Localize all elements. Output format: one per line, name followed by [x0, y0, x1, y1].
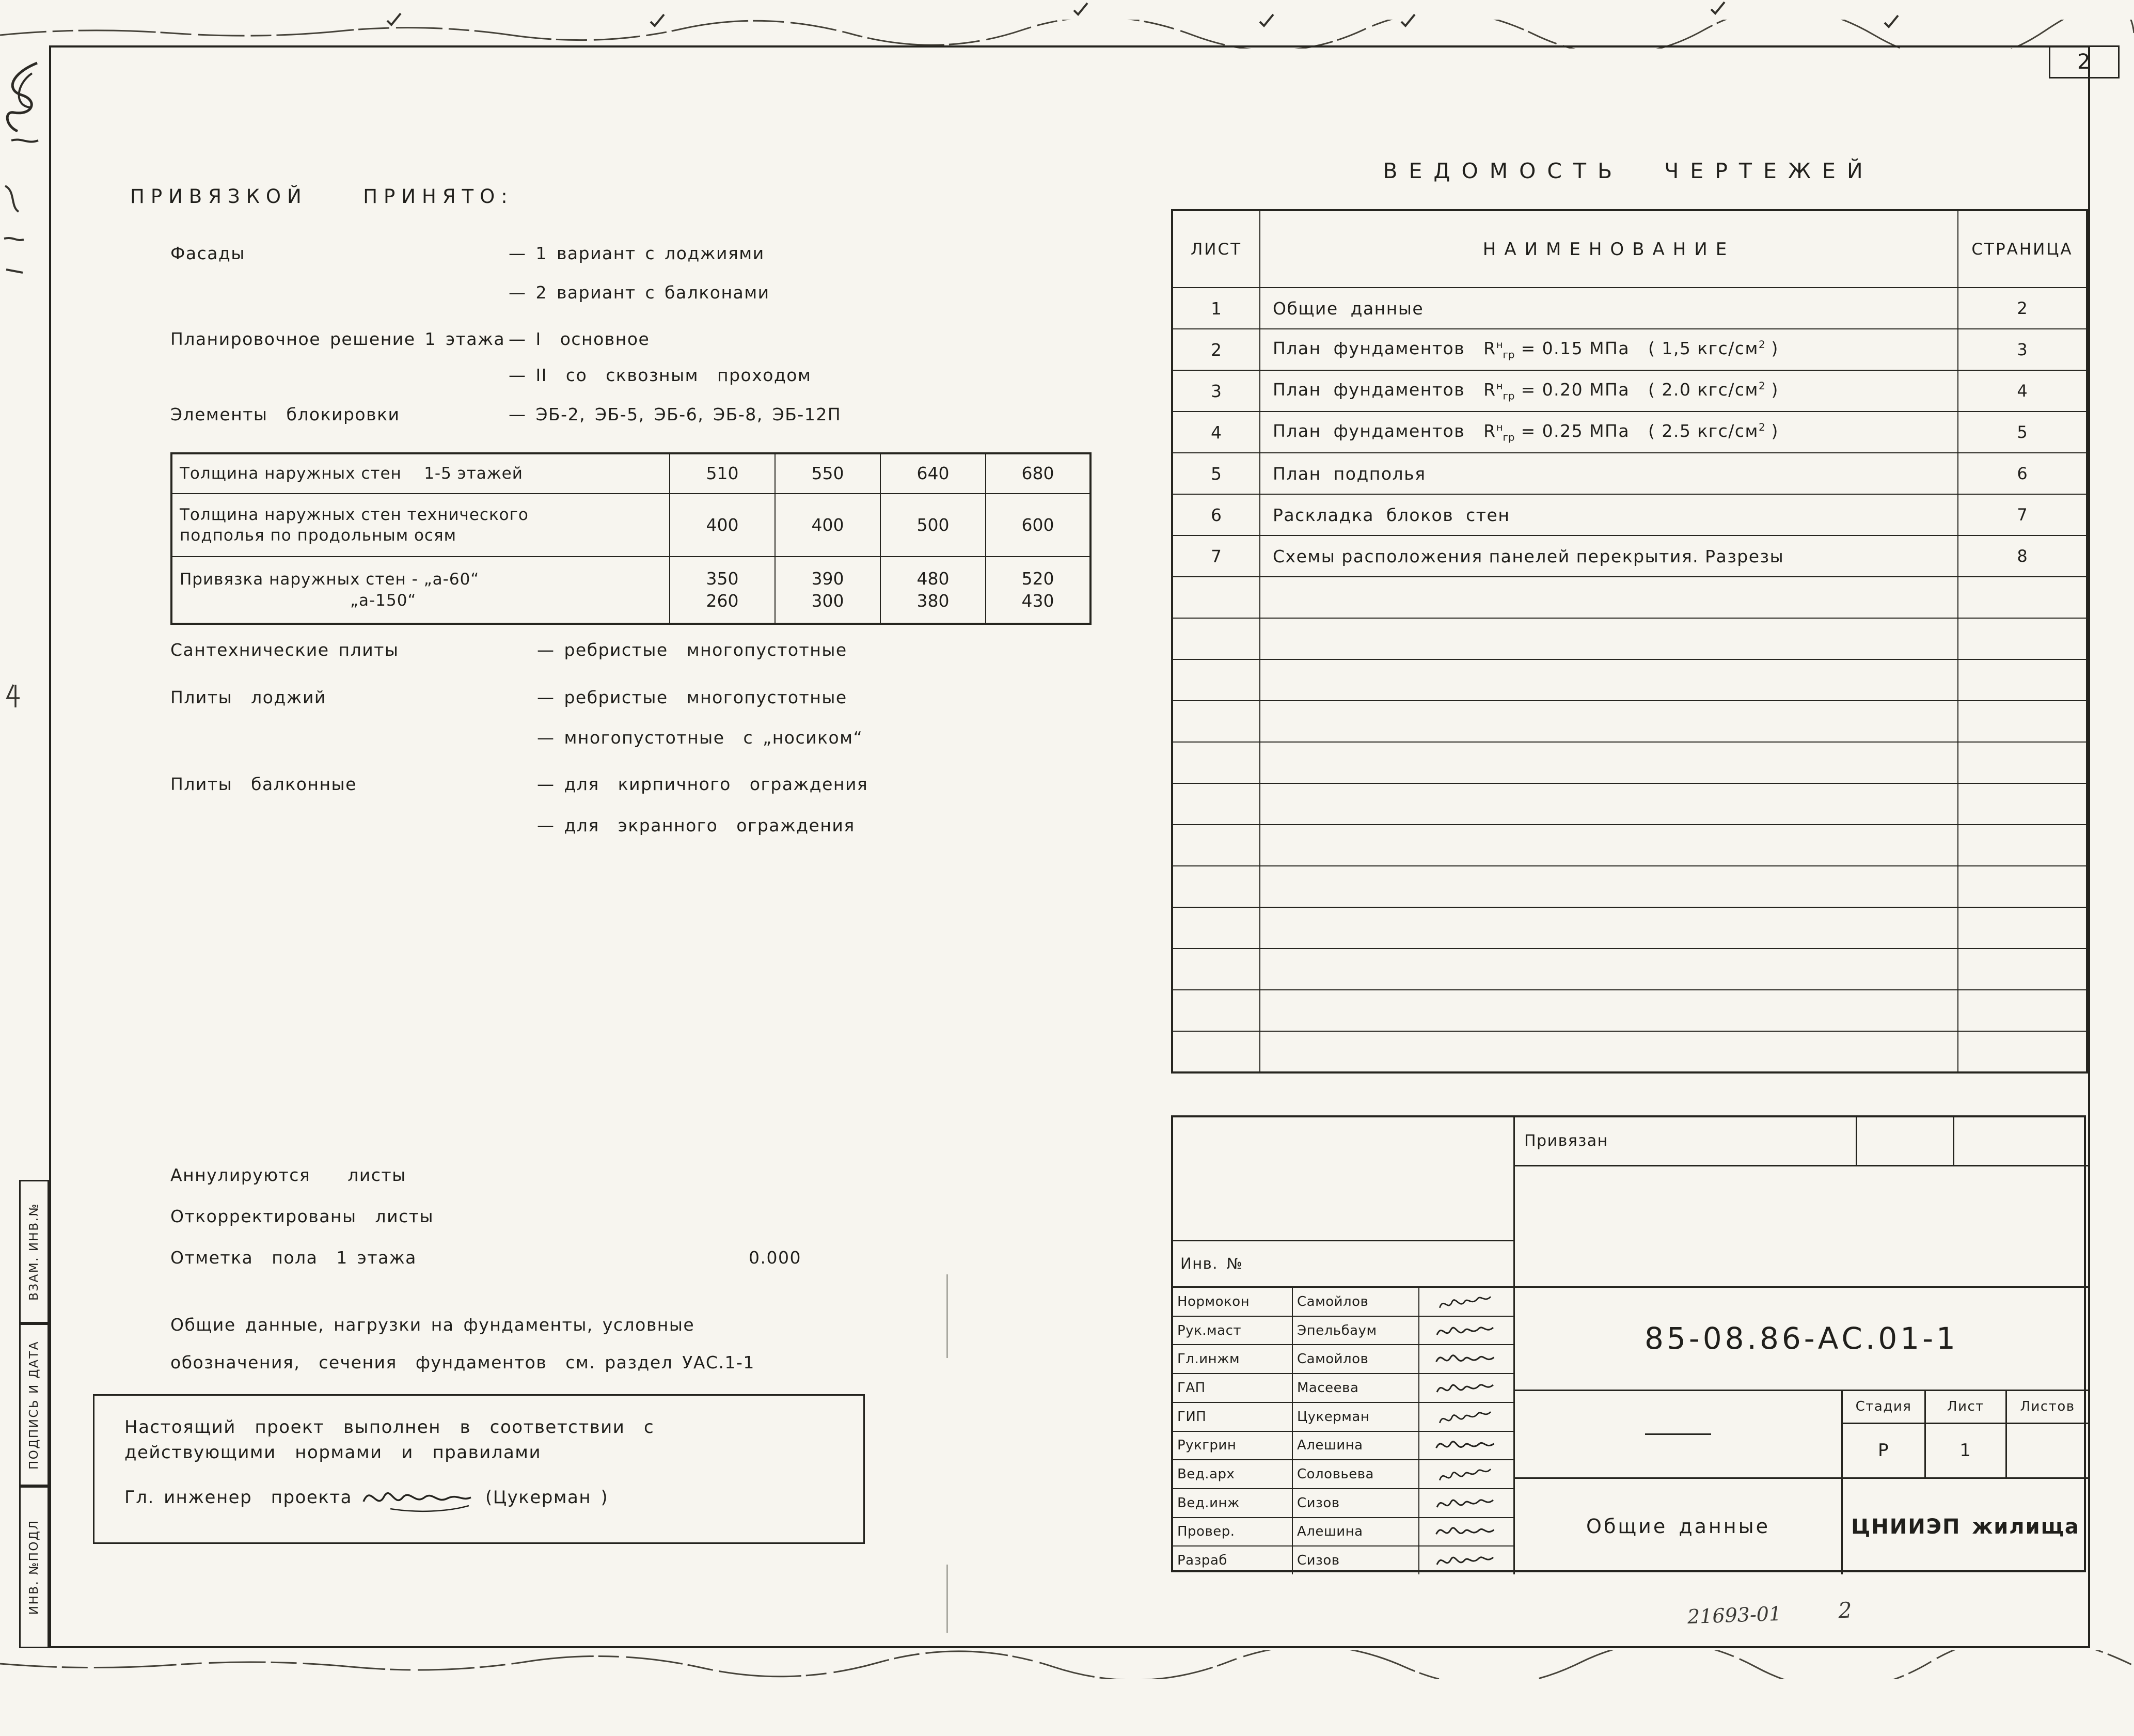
personnel-signature [1419, 1317, 1511, 1345]
drawing-row [1172, 370, 2087, 412]
drawing-row [1172, 494, 2087, 535]
drawing-sheet-number: 1 [1172, 288, 1260, 329]
drawing-name: План подполья [1260, 453, 1958, 494]
personnel-row [1173, 1460, 1513, 1489]
scan-artifact [0, 176, 27, 291]
drawing-sheet-number: 7 [1172, 535, 1260, 577]
personnel-role: ГАП [1173, 1374, 1293, 1402]
cell-value: 680 [986, 453, 1090, 494]
drawings-table [1171, 209, 2088, 1074]
drawing-row [1172, 453, 2087, 494]
personnel-signature [1419, 1489, 1511, 1517]
personnel-signature [1419, 1345, 1511, 1373]
plate-item-label: Сантехнические плиты [170, 640, 399, 660]
check-mark [1884, 13, 1901, 30]
personnel-signature [1419, 1432, 1511, 1460]
check-mark [386, 11, 404, 28]
personnel-role: Нормокон [1173, 1288, 1293, 1316]
personnel-row [1173, 1374, 1513, 1403]
cell-value: 400 [670, 494, 775, 557]
cell-value: 640 [880, 453, 986, 494]
personnel-name: Соловьева [1293, 1460, 1419, 1488]
drawing-sheet-number: 3 [1172, 370, 1260, 412]
empty-row [1172, 990, 2087, 1031]
chief-engineer-name: (Цукерман ) [485, 1487, 609, 1508]
floor-mark-label: Отметка пола 1 этажа [170, 1248, 417, 1268]
personnel-name: Самойлов [1293, 1345, 1419, 1373]
personnel-name: Эпельбаум [1293, 1317, 1419, 1345]
column-header-sheet: ЛИСТ [1172, 210, 1260, 288]
personnel-signature [1419, 1403, 1511, 1431]
dash-mark [1645, 1433, 1711, 1435]
personnel-table [1173, 1288, 1515, 1574]
column-header-name: НАИМЕНОВАНИЕ [1260, 210, 1958, 288]
personnel-role: Рукгрин [1173, 1432, 1293, 1460]
compliance-note-box [93, 1394, 865, 1544]
drawing-name: План фундаментов $R^н_{гр} = 0.25$ МПа ( 2.5 кгс/$см^2$ ) [1260, 412, 1958, 453]
empty-row [1172, 618, 2087, 659]
stage-value: Р [1877, 1440, 1889, 1461]
plate-item-line: — для кирпичного ограждения [537, 774, 868, 794]
drawing-name: Схемы расположения панелей перекрытия. Разрезы [1260, 535, 1958, 577]
binding-item-line: — 2 вариант с балконами [509, 282, 770, 303]
stamp-label: ИНВ. №ПОДЛ [27, 1519, 41, 1615]
personnel-row [1173, 1288, 1513, 1317]
personnel-role: Гл.инжм [1173, 1345, 1293, 1373]
drawing-sheet-number: 4 [1172, 412, 1260, 453]
handwritten-document-code: 21693-01 [1687, 1602, 1782, 1629]
personnel-name: Самойлов [1293, 1288, 1419, 1316]
personnel-name: Сизов [1293, 1546, 1419, 1574]
check-mark [1710, 0, 1728, 17]
drawing-page: 2 [1958, 288, 2087, 329]
personnel-row [1173, 1317, 1513, 1346]
cell-value: 480 380 [880, 557, 986, 624]
binding-item-label: Фасады [170, 243, 245, 263]
drawing-page: 6 [1958, 453, 2087, 494]
plate-item-line: — ребристые многопустотные [537, 687, 847, 707]
stamp-cell-vzam-inv [19, 1180, 49, 1323]
scan-artifact [3, 681, 25, 713]
table-row [171, 494, 1090, 557]
chief-engineer-signature [359, 1481, 478, 1514]
check-mark [1073, 1, 1090, 18]
personnel-role: Рук.маст [1173, 1317, 1293, 1345]
torn-edge-bottom [0, 1650, 2134, 1679]
revision-cell [1515, 1391, 1843, 1479]
drawing-name: План фундаментов $R^н_{гр} = 0.15$ МПа ( 1,5 кгс/$см^2$ ) [1260, 329, 1958, 370]
drawing-page: 4 [1958, 370, 2087, 412]
personnel-signature [1419, 1518, 1511, 1546]
cell-value: 500 [880, 494, 986, 557]
drawing-page: 3 [1958, 329, 2087, 370]
drawing-page: 8 [1958, 535, 2087, 577]
drawings-register-title: ВЕДОМОСТЬ ЧЕРТЕЖЕЙ [1383, 159, 1874, 183]
plate-item-label: Плиты лоджий [170, 687, 326, 707]
stamp-cell-podpis-data [19, 1323, 49, 1486]
stage-header: Стадия [1855, 1399, 1912, 1415]
sheets-header: Листов [2020, 1399, 2075, 1415]
drawing-sheet-number: 2 [1172, 329, 1260, 370]
table-row [171, 453, 1090, 494]
drawing-row [1172, 288, 2087, 329]
drawing-page: 5 [1958, 412, 2087, 453]
torn-edge-top [0, 20, 2134, 49]
plate-item-line: — многопустотные с „носиком“ [537, 728, 863, 748]
empty-row [1172, 907, 2087, 949]
drawing-row [1172, 535, 2087, 577]
personnel-row [1173, 1345, 1513, 1374]
drawing-sheet-number: 5 [1172, 453, 1260, 494]
check-mark [1400, 12, 1418, 29]
empty-row [1172, 742, 2087, 783]
empty-row [1172, 577, 2087, 618]
table-header-row [1172, 210, 2087, 288]
personnel-signature [1419, 1374, 1511, 1402]
personnel-name: Масеева [1293, 1374, 1419, 1402]
stamp-label: ВЗАМ. ИНВ.№ [27, 1203, 41, 1301]
personnel-name: Алешина [1293, 1518, 1419, 1546]
cell-value: 350 260 [670, 557, 775, 624]
personnel-row [1173, 1546, 1513, 1574]
reference-line: Общие данные, нагрузки на фундаменты, условные [170, 1315, 695, 1335]
floor-mark-value: 0.000 [749, 1248, 801, 1268]
status-line: Аннулируются листы [170, 1165, 406, 1185]
column-header-page: СТРАНИЦА [1958, 210, 2087, 288]
drawing-row [1172, 412, 2087, 453]
binding-item-label: Планировочное решение 1 этажа [170, 329, 505, 349]
personnel-role: Провер. [1173, 1518, 1293, 1546]
plate-item-line: — для экранного ограждения [537, 815, 855, 835]
cell-value: 390 300 [775, 557, 880, 624]
wall-parameters-table [170, 452, 1092, 625]
binding-item-line: — I основное [509, 329, 650, 349]
table-row [171, 557, 1090, 624]
empty-row [1172, 866, 2087, 907]
note-line: Настоящий проект выполнен в соответствии с [124, 1417, 655, 1438]
note-line: действующими нормами и правилами [124, 1442, 542, 1463]
binding-item-line: — 1 вариант с лоджиями [509, 243, 765, 263]
personnel-row [1173, 1432, 1513, 1461]
personnel-role: Разраб [1173, 1546, 1293, 1574]
linked-status-label: Привязан [1524, 1132, 1608, 1150]
title-block [1171, 1115, 2086, 1572]
title-block-empty-cell [1173, 1117, 1515, 1241]
personnel-signature [1419, 1288, 1511, 1316]
personnel-role: Вед.инж [1173, 1489, 1293, 1517]
binding-item-label: Элементы блокировки [170, 404, 400, 424]
personnel-signature [1419, 1460, 1511, 1488]
personnel-name: Цукерман [1293, 1403, 1419, 1431]
personnel-row [1173, 1403, 1513, 1432]
drawing-row [1172, 329, 2087, 370]
organization-name: ЦНИИЭП жилища [1851, 1514, 2080, 1539]
document-title: Общие данные [1586, 1514, 1770, 1538]
sheet-header: Лист [1947, 1399, 1984, 1415]
title-block-empty-cell [1953, 1117, 2088, 1166]
personnel-name: Алешина [1293, 1432, 1419, 1460]
document-number: 85-08.86-АС.01-1 [1645, 1321, 1958, 1356]
personnel-name: Сизов [1293, 1489, 1419, 1517]
personnel-row [1173, 1518, 1513, 1547]
corner-scribble [1, 58, 49, 156]
left-heading: ПРИВЯЗКОЙ ПРИНЯТО: [130, 185, 514, 208]
cell-value: 520 430 [986, 557, 1090, 624]
stamp-label: ПОДПИСЬ И ДАТА [27, 1340, 41, 1470]
personnel-role: Вед.арх [1173, 1460, 1293, 1488]
page-number-box [2049, 45, 2120, 78]
binding-item-line: — ЭБ-2, ЭБ-5, ЭБ-6, ЭБ-8, ЭБ-12П [509, 404, 842, 424]
check-mark [1259, 12, 1276, 29]
empty-row [1172, 949, 2087, 990]
empty-row [1172, 783, 2087, 825]
drawing-name: План фундаментов $R^н_{гр} = 0.20$ МПа ( 2.0 кгс/$см^2$ ) [1260, 370, 1958, 412]
cell-value: 510 [670, 453, 775, 494]
cell-value: 400 [775, 494, 880, 557]
row-label: Толщина наружных стен технического подполья по продольным осям [171, 494, 670, 557]
handwritten-page-number: 2 [1837, 1597, 1853, 1623]
drawing-page: 7 [1958, 494, 2087, 535]
cell-value: 600 [986, 494, 1090, 557]
title-block-empty-cell [1515, 1166, 2088, 1288]
binding-item-line: — II со сквозным проходом [509, 365, 812, 385]
personnel-row [1173, 1489, 1513, 1518]
plate-item-label: Плиты балконные [170, 774, 357, 794]
empty-row [1172, 701, 2087, 742]
personnel-signature [1419, 1546, 1511, 1574]
plate-item-line: — ребристые многопустотные [537, 640, 847, 660]
row-label: Привязка наружных стен - „а-60“ „а-150“ [171, 557, 670, 624]
empty-row [1172, 825, 2087, 866]
cell-value: 550 [775, 453, 880, 494]
title-block-empty-cell [1856, 1117, 1953, 1166]
reference-line: обозначения, сечения фундаментов см. раздел УАС.1-1 [170, 1352, 755, 1372]
chief-engineer-label: Гл. инженер проекта [124, 1487, 353, 1508]
drawing-sheet-number: 6 [1172, 494, 1260, 535]
inventory-number-label: Инв. № [1180, 1255, 1243, 1273]
drawing-name: Раскладка блоков стен [1260, 494, 1958, 535]
stamp-cell-inv-podl [19, 1486, 49, 1648]
empty-row [1172, 659, 2087, 701]
status-line: Откорректированы листы [170, 1206, 434, 1226]
check-mark [650, 12, 667, 29]
sheet-value: 1 [1959, 1440, 1972, 1461]
page-number: 2 [2077, 50, 2091, 74]
empty-row [1172, 1031, 2087, 1072]
row-label: Толщина наружных стен 1-5 этажей [171, 453, 670, 494]
personnel-role: ГИП [1173, 1403, 1293, 1431]
drawing-name: Общие данные [1260, 288, 1958, 329]
